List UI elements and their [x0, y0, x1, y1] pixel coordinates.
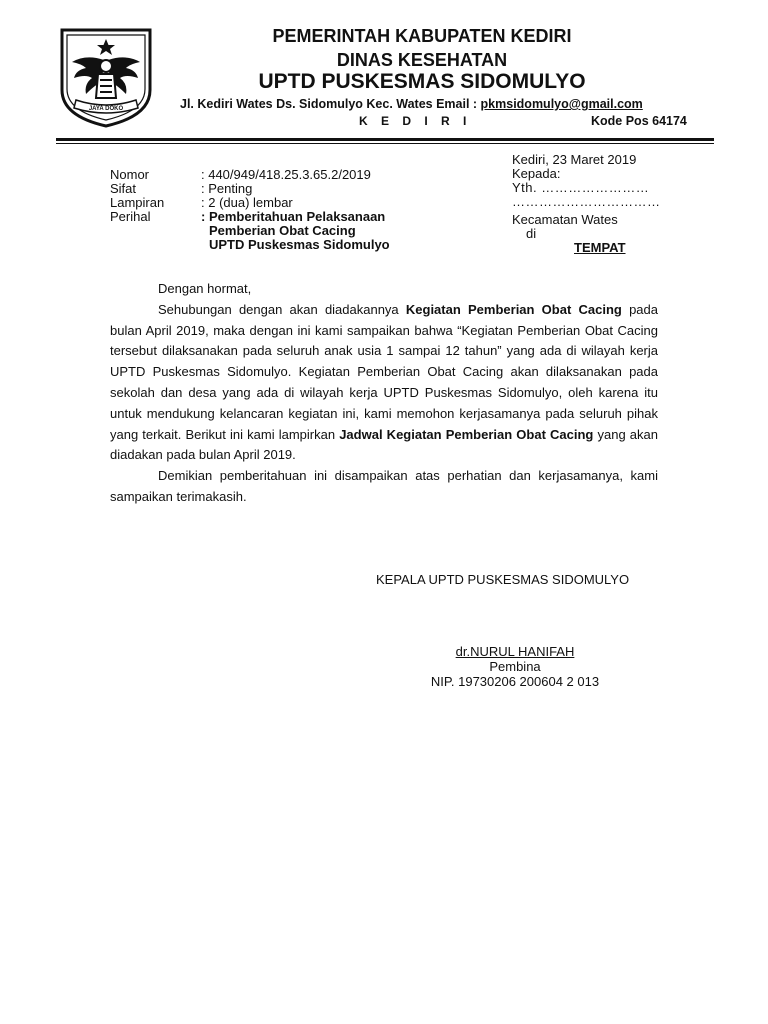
letterhead-postcode: Kode Pos 64174: [591, 114, 687, 128]
lampiran-label: Lampiran: [110, 195, 165, 210]
nomor-value: : 440/949/418.25.3.65.2/2019: [201, 167, 371, 182]
perihal-value-line2: Pemberian Obat Cacing: [209, 223, 356, 238]
letterhead-address: [180, 98, 643, 111]
letterhead-department: DINAS KESEHATAN: [336, 50, 508, 70]
header-divider-thin: [56, 143, 714, 144]
recipient-kecamatan: Kecamatan Wates: [512, 212, 618, 227]
recipient-tempat: TEMPAT: [574, 240, 626, 255]
address-text: Jl. Kediri Wates Ds. Sidomulyo Kec. Wates Email :: [180, 97, 481, 111]
letter-date: Kediri, 23 Maret 2019: [512, 152, 637, 167]
p1-bold-schedule: Jadwal Kegiatan Pemberian Obat Cacing: [339, 426, 594, 442]
signatory-name: dr.NURUL HANIFAH: [455, 644, 575, 659]
letter-body: [110, 279, 658, 508]
perihal-value: : Pemberitahuan Pelaksanaan: [201, 209, 386, 224]
lampiran-value: : 2 (dua) lembar: [201, 195, 293, 210]
p1-text-c: pada bulan April 2019, maka dengan ini kami sampaikan bahwa “Kegiatan Pemberian Obat Cacing tersebut dilaksanakan pada seluruh anak usia 1 sampai 12 tahun” yang ada di wilayah kerja UPTD Puskesmas Sidomulyo. Kegiatan Pemberian Obat Cacing akan dilaksanakan pada sekolah dan desa yang ada di wilayah kerja UPTD Puskesmas Sidomulyo, oleh karena itu untuk mendukung kelancaran kegiatan ini, kami memohon kerjasamanya pada seluruh pihak yang terkait. Berikut ini kami lampirkan: [110, 301, 658, 442]
p1-text-a: Sehubungan dengan akan diadakannya: [158, 301, 406, 317]
sifat-label: Sifat: [110, 181, 137, 196]
salutation: Dengan hormat,: [158, 281, 252, 296]
recipient-yth: Yth. ……………………: [512, 180, 650, 195]
signatory-nip: NIP. 19730206 200604 2 013: [430, 674, 600, 689]
emblem-motto: JAYA DOKO: [88, 106, 124, 112]
letterhead-city: K E D I R I: [359, 114, 472, 128]
body-paragraph-2: Demikian pemberitahuan ini disampaikan atas perhatian dan kerjasamanya, kami sampaikan terimakasih.: [110, 468, 658, 504]
perihal-value-line3: UPTD Puskesmas Sidomulyo: [209, 237, 390, 252]
sifat-value: : Penting: [201, 181, 253, 196]
email-link[interactable]: pkmsidomulyo@gmail.com: [480, 97, 643, 111]
header-divider-thick: [56, 138, 714, 141]
recipient-dots: ……………………………: [512, 194, 661, 209]
recipient-di: di: [526, 226, 537, 241]
signatory-rank: Pembina: [489, 659, 541, 674]
perihal-label: Perihal: [110, 209, 151, 224]
p1-text-e: yang akan diadakan pada bulan April 2019.: [110, 426, 658, 463]
letterhead-institution: UPTD PUSKESMAS SIDOMULYO: [258, 70, 586, 93]
signature-block: [390, 644, 640, 689]
letterhead-government: PEMERINTAH KABUPATEN KEDIRI: [272, 26, 572, 46]
nomor-label: Nomor: [110, 167, 150, 182]
kediri-regency-emblem-icon: [56, 24, 156, 130]
body-paragraph-1: [110, 300, 658, 466]
recipient-block: [512, 153, 661, 255]
p1-bold-activity: Kegiatan Pemberian Obat Cacing: [405, 301, 622, 317]
recipient-kepada: Kepada:: [512, 166, 561, 181]
signature-title: KEPALA UPTD PUSKESMAS SIDOMULYO: [376, 572, 630, 587]
